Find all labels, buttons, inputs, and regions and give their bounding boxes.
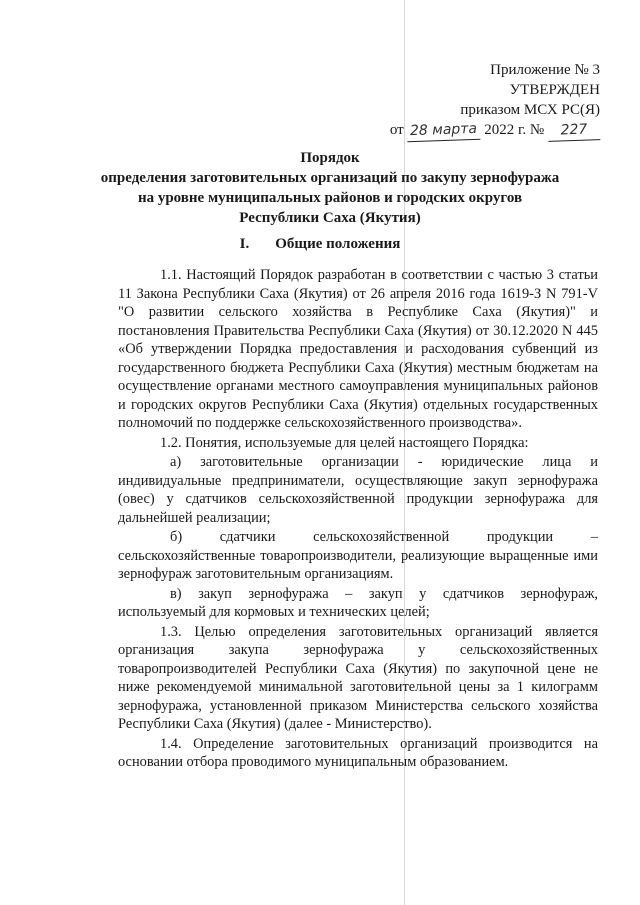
paragraph-1-2: 1.2. Понятия, используемые для целей настоящего Порядка: (160, 434, 529, 451)
handwritten-date: 28 марта (407, 119, 481, 143)
paragraph-1-3: 1.3. Целью определения заготовительных организаций является организация закупа зернофуража у сельскохозяйственных товаропроизводителей Республики Саха (Якутия) по закупочной цене не ниже рекомендуемой минимальной заготовительной цены за 1 килограмм зернофуража, установленной приказом Министерства сельского хозяйства Республики Саха (Якутия) (далее - Министерство). (118, 623, 598, 732)
section-number: I. (239, 236, 250, 252)
section-title: Общие положения (275, 236, 401, 252)
paragraph-1-4: 1.4. Определение заготовительных организаций производится на основании отбора проводимого муниципальным образованием. (118, 735, 598, 770)
order-date-line (390, 120, 600, 141)
appendix-label: Приложение № 3 (490, 62, 600, 78)
order-label: приказом МСХ РС(Я) (460, 102, 600, 118)
title-line-1: Порядок (300, 150, 360, 166)
title-line-2: определения заготовительных организаций по закупу зернофуража (100, 170, 560, 186)
section-heading (0, 236, 640, 253)
title-line-3: на уровне муниципальных районов и городских округов (137, 190, 523, 206)
paragraph-1-1: 1.1. Настоящий Порядок разработан в соответствии с частью 3 статьи 11 Закона Республики Саха (Якутия) от 26 апреля 2016 года 1619-З N 791-V "О развитии сельского хозяйства в Республике Саха (Якутия)" и постановления Правительства Республики Саха (Якутия) от 30.12.2020 N 445 «Об утверждении Порядка предоставления и расходования субвенций из государственного бюджета Республики Саха (Якутия) местным бюджетам на осуществление органами местного самоуправления муниципальных районов и городских округов Республики Саха (Якутия) отдельных государственных полномочий по поддержке сельскохозяйственного производства». (118, 267, 598, 431)
paragraph-item-c: в) закуп зернофуража – закуп у сдатчиков зернофураж, используемый для кормовых и технических целей; (118, 585, 598, 620)
body-text (118, 266, 598, 772)
date-suffix: 2022 г. № (484, 122, 545, 138)
approved-label: УТВЕРЖДЕН (509, 82, 600, 98)
document-title (40, 148, 620, 228)
paragraph-item-a: а) заготовительные организации - юридические лица и индивидуальные предприниматели, осуществляющие закуп зернофуража (овес) у сдатчиков сельскохозяйственной продукции зернофуража для дальнейшей реализации; (118, 454, 598, 526)
approval-stamp-block (390, 60, 600, 141)
title-line-4: Республики Саха (Якутия) (239, 210, 421, 226)
paragraph-item-b: б) сдатчики сельскохозяйственной продукции – сельскохозяйственные товаропроизводители, реализующие выращенные ими зернофураж заготовительным организациям. (118, 529, 598, 582)
date-prefix: от (389, 122, 404, 138)
handwritten-order-number: 227 (548, 119, 601, 142)
